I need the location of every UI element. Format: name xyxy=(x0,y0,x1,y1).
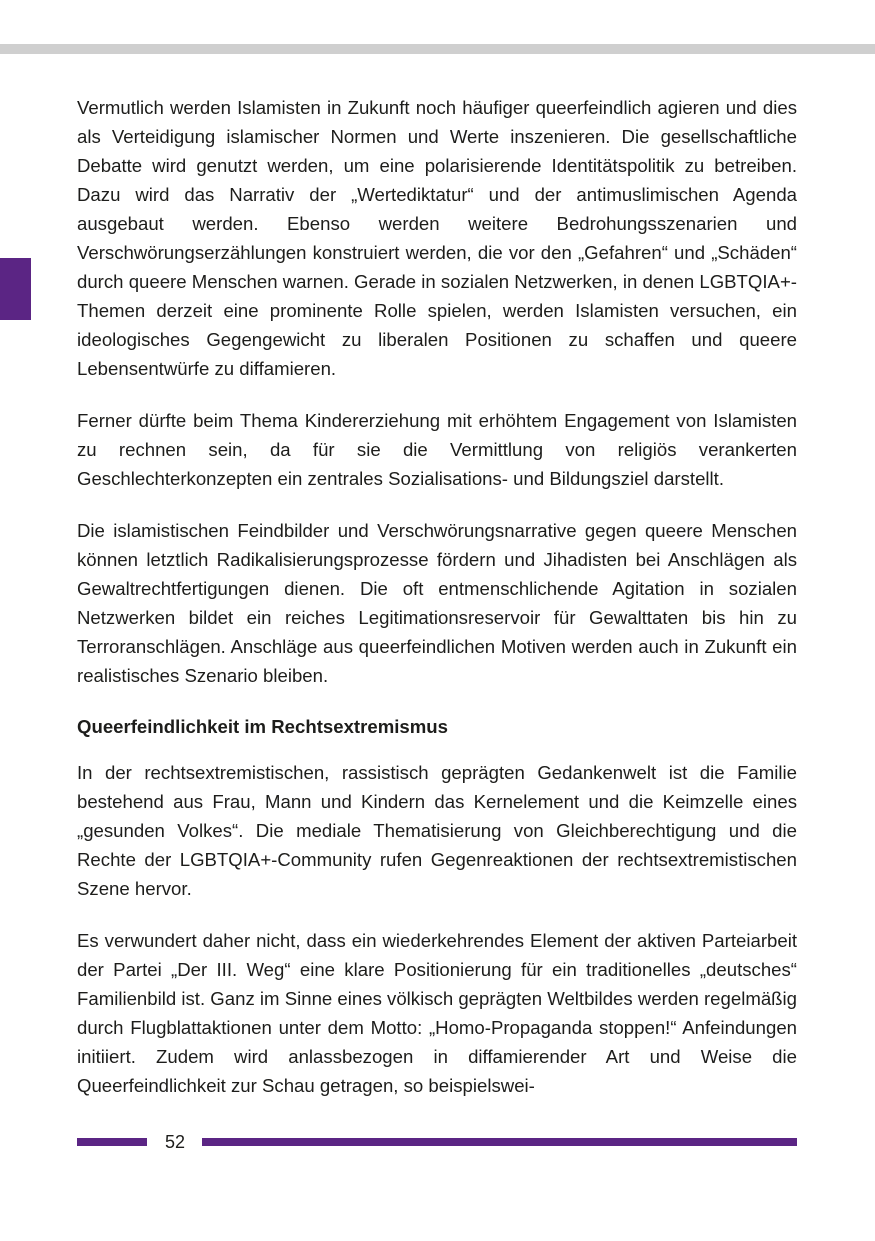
footer-bar-left xyxy=(77,1138,147,1146)
paragraph-right-wing-family: In der rechtsextremistischen, rassistisch geprägten Gedankenwelt ist die Familie bestehend aus Frau, Mann und Kindern das Kernelement und die Keimzelle eines „gesunden Volkes“. Die mediale Thematisierung von Gleichberechtigung und die Rechte der LGBTQIA+-Community rufen Gegenreaktionen der rechtsextremistischen Szene hervor. xyxy=(77,762,797,899)
chapter-marker-tab xyxy=(0,258,31,320)
paragraph-radicalisation: Die islamistischen Feindbilder und Verschwörungsnarrative gegen queere Menschen können letztlich Radikalisierungsprozesse fördern und Jihadisten bei Anschlägen als Gewaltrechtfertigungen dienen. Die oft entmenschlichende Agitation in sozialen Netzwerken bildet ein reiches Legitimationsreservoir für Gewalttaten bis hin zu Terroranschlägen. Anschläge aus queerfeindlichen Motiven werden auch in Zukunft ein realistisches Szenario bleiben. xyxy=(77,520,797,686)
page-number: 52 xyxy=(164,1132,186,1152)
paragraph-third-way-party: Es verwundert daher nicht, dass ein wiederkehrendes Element der aktiven Parteiarbeit der Partei „Der III. Weg“ eine klare Positionierung für ein traditionelles „deutsches“ Familienbild ist. Ganz im Sinne eines völkisch geprägten Weltbildes werden regelmäßig durch Flugblattaktionen unter dem Motto: „Homo-Propaganda stoppen!“ Anfeindungen initiiert. Zudem wird anlassbezogen in diffamierender Art und Weise die Queerfeindlichkeit zur Schau getragen, so beispielswei- xyxy=(77,930,797,1096)
page-body xyxy=(77,93,797,1100)
top-rule xyxy=(0,44,875,54)
footer-bar-right xyxy=(202,1138,797,1146)
page-footer xyxy=(0,1125,875,1159)
section-heading: Queerfeindlichkeit im Rechtsextremismus xyxy=(77,716,448,737)
paragraph-child-rearing: Ferner dürfte beim Thema Kindererziehung mit erhöhtem Engagement von Islamisten zu rechnen sein, da für sie die Vermittlung von religiös verankerten Geschlechterkonzepten ein zentrales Sozialisations- und Bildungsziel darstellt. xyxy=(77,410,797,489)
paragraph-islamist-outlook: Vermutlich werden Islamisten in Zukunft noch häufiger queerfeindlich agieren und dies als Verteidigung islamischer Normen und Werte inszenieren. Die gesellschaftliche Debatte wird genutzt werden, um eine polarisierende Identitätspolitik zu betreiben. Dazu wird das Narrativ der „Wertediktatur“ und der antimuslimischen Agenda ausgebaut werden. Ebenso werden weitere Bedrohungsszenarien und Verschwörungserzählungen konstruiert werden, die vor den „Gefahren“ und „Schäden“ durch queere Menschen warnen. Gerade in sozialen Netzwerken, in denen LGBTQIA+-Themen derzeit eine prominente Rolle spielen, werden Islamisten versuchen, ein ideologisches Gegengewicht zu liberalen Positionen zu schaffen und queere Lebensentwürfe zu diffamieren. xyxy=(77,97,797,379)
